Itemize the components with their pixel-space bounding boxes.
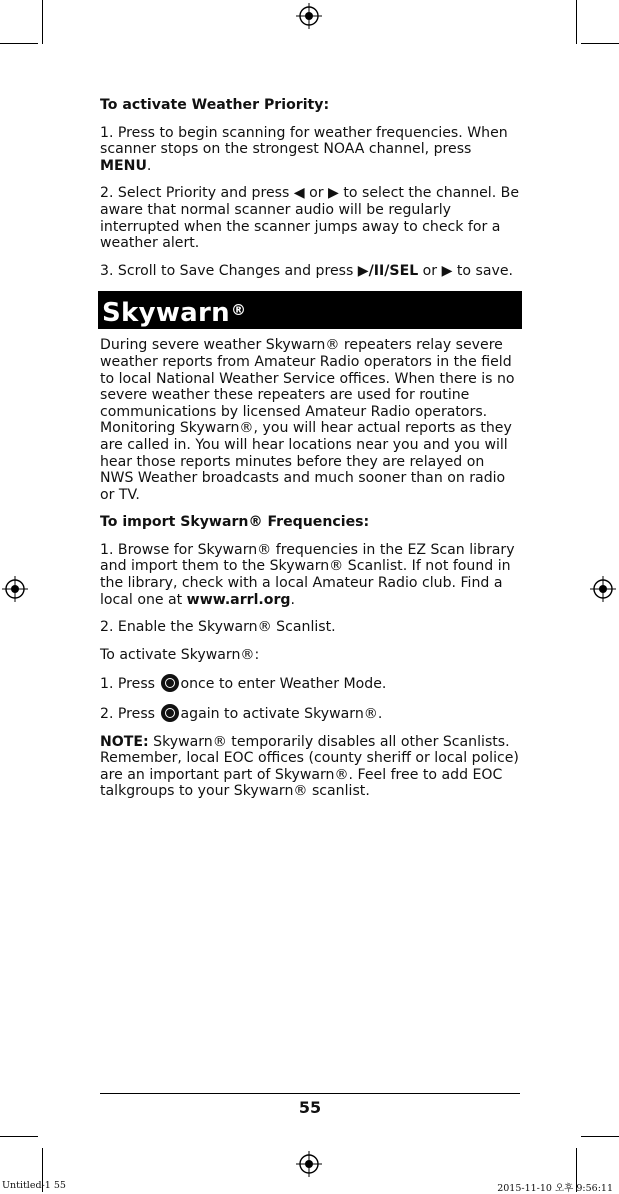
step-text: 2. Select Priority and press xyxy=(100,185,294,202)
footer-divider xyxy=(100,1093,520,1094)
activate-heading: To activate Skywarn®: xyxy=(100,646,260,663)
note xyxy=(100,734,522,800)
activate-step-2 xyxy=(100,704,522,723)
step-text: 2. Press xyxy=(100,706,160,723)
priority-step-2 xyxy=(100,185,522,251)
skywarn-title-text: Skywarn xyxy=(102,298,230,329)
step-text: . xyxy=(290,591,295,608)
weather-priority-heading: To activate Weather Priority: xyxy=(100,97,330,113)
page-number: 55 xyxy=(298,1098,322,1117)
registration-mark-icon xyxy=(296,3,322,29)
import-step-1 xyxy=(100,542,522,608)
note-text: Skywarn® temporarily disables all other Scanlists. Remember, local EOC offices (county sheriff or local police) are an important part of Skywarn®. Feel free to add EOC talkgroups to your Skywarn® scanlist. xyxy=(100,733,519,800)
step-text: or xyxy=(304,185,329,202)
step-text: again to activate Skywarn®. xyxy=(180,706,383,723)
arrl-link[interactable]: www.arrl.org xyxy=(186,591,291,608)
weather-button-icon xyxy=(161,674,179,692)
import-heading: To import Skywarn® Frequencies: xyxy=(100,514,370,531)
crop-mark xyxy=(0,43,38,44)
step-text: 1. Press xyxy=(100,676,160,693)
activate-step-1 xyxy=(100,674,522,693)
weather-button-icon xyxy=(161,704,179,722)
registration-mark-icon xyxy=(2,576,28,602)
priority-step-1 xyxy=(100,125,522,175)
note-label: NOTE: xyxy=(100,733,149,750)
registration-mark-icon xyxy=(296,1151,322,1177)
step-text: 3. Scroll to Save Changes and press xyxy=(100,262,358,279)
step-text: 1. Browse for Skywarn® frequencies in the EZ Scan library and import them to the Skywarn® Scanlist. If not found in the library, check with a local Amateur Radio club. Find a local one at xyxy=(100,541,515,608)
import-step-2: 2. Enable the Skywarn® Scanlist. xyxy=(100,619,336,636)
skywarn-section-title xyxy=(98,291,522,329)
play-pause-sel-key-label: ▶/II/SEL xyxy=(357,262,419,279)
priority-step-3 xyxy=(100,263,522,280)
menu-key-label: MENU xyxy=(100,157,147,174)
skywarn-intro: During severe weather Skywarn® repeaters relay severe weather reports from Amateur Radio operators in the field to local National Weather Service offices. When there is no severe weather these repeaters are used for routine communications by licensed Amateur Radio operators. Monitoring Skywarn®, you will hear actual reports as they are called in. You will hear locations near you and you will hear those reports minutes before they are relayed on NWS Weather broadcasts and much sooner than on radio or TV. xyxy=(100,337,515,503)
right-arrow-icon: ▶ xyxy=(441,262,453,279)
crop-mark xyxy=(42,0,43,44)
left-arrow-icon: ◀ xyxy=(293,185,305,202)
step-text: 1. Press to begin scanning for weather frequencies. When scanner stops on the strongest NOAA channel, press xyxy=(100,124,508,158)
print-slug-left: Untitled-1 55 xyxy=(2,1180,66,1191)
crop-mark xyxy=(581,43,619,44)
registration-mark-icon xyxy=(590,576,616,602)
crop-mark xyxy=(0,1136,38,1137)
step-text: or xyxy=(418,262,442,279)
step-text: once to enter Weather Mode. xyxy=(180,676,387,693)
right-arrow-icon: ▶ xyxy=(328,185,339,202)
crop-mark xyxy=(576,0,577,44)
step-text: . xyxy=(146,157,152,174)
step-text: to save. xyxy=(452,262,514,279)
registered-mark: ® xyxy=(230,301,247,320)
print-slug-right: 2015-11-10 오후 9:56:11 xyxy=(497,1183,613,1194)
crop-mark xyxy=(581,1136,619,1137)
page-body xyxy=(100,97,522,811)
step-text: to select the channel. Be aware that normal scanner audio will be regularly interrupted when the scanner jumps away to check for a weather alert. xyxy=(100,185,520,252)
